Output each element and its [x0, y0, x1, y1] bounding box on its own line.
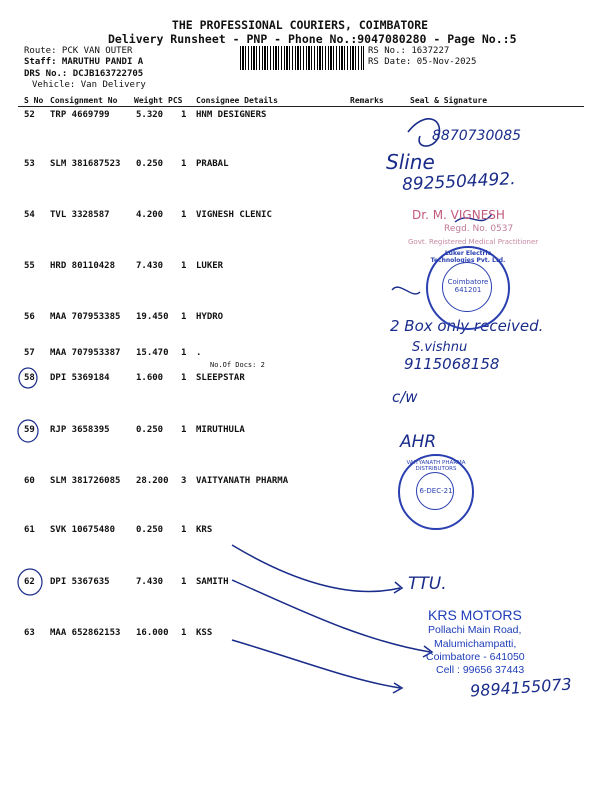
row-pcs: 1: [181, 425, 187, 435]
vehicle-label: Vehicle: Van Delivery: [32, 80, 146, 90]
col-consignee: Consignee Details: [196, 96, 278, 105]
circle-58: [19, 368, 37, 388]
row-weight: 16.000: [136, 628, 169, 638]
row-consignee: HYDRO: [196, 312, 224, 322]
row-sno: 53: [24, 159, 35, 169]
handwriting-sign-2: Sline: [386, 150, 435, 174]
row-pcs: 1: [181, 312, 187, 322]
handwriting-phone-1: 8870730085: [432, 128, 522, 144]
row-weight: 7.430: [136, 261, 164, 271]
docs-note: No.Of Docs: 2: [210, 361, 265, 369]
krs-stamp-addr2: Malumichampatti,: [434, 638, 517, 650]
row-consignment: DPI 5369184: [50, 373, 110, 383]
row-sno: 56: [24, 312, 35, 322]
row-pcs: 3: [181, 476, 187, 486]
row-consignment: MAA 652862153: [50, 628, 121, 638]
row-consignee: KSS: [196, 628, 213, 638]
doctor-stamp-line: Govt. Registered Medical Practitioner: [408, 238, 539, 246]
col-seal: Seal & Signature: [410, 96, 488, 105]
pharma-seal-ring-text: VAITYANATH PHARMA DISTRIBUTORS: [406, 460, 466, 472]
row-consignment: SVK 10675480: [50, 525, 116, 535]
handwriting-note: 2 Box only received.: [390, 317, 544, 335]
staff-label: Staff: MARUTHU PANDI A: [24, 57, 144, 67]
row-weight: 0.250: [136, 525, 164, 535]
row-pcs: 1: [181, 210, 187, 220]
row-consignee: MIRUTHULA: [196, 425, 245, 435]
col-pcs: PCS: [168, 96, 183, 105]
krs-stamp-addr1: Pollachi Main Road,: [428, 624, 522, 636]
row-consignee: VAITYANATH PHARMA: [196, 476, 289, 486]
row-consignee: HNM DESIGNERS: [196, 110, 267, 120]
row-weight: 28.200: [136, 476, 169, 486]
row-pcs: 1: [181, 577, 187, 587]
document-title: THE PROFESSIONAL COURIERS, COIMBATORE: [171, 18, 429, 32]
row-pcs: 1: [181, 348, 187, 358]
row-sno: 52: [24, 110, 35, 120]
row-consignment: RJP 3658395: [50, 425, 110, 435]
row-sno: 60: [24, 476, 35, 486]
arrow-kss: [232, 640, 400, 688]
row-sno: 62: [24, 577, 35, 587]
rs-date: RS Date: 05-Nov-2025: [368, 57, 477, 67]
row-sno: 61: [24, 525, 35, 535]
arrow-samith: [232, 580, 430, 652]
route-label: Route: PCK VAN OUTER: [24, 46, 133, 56]
row-consignee: KRS: [196, 525, 213, 535]
row-weight: 19.450: [136, 312, 169, 322]
luker-seal-center: Coimbatore 641201: [447, 278, 489, 294]
row-consignment: HRD 80110428: [50, 261, 116, 271]
handwriting-phone-3: 9115068158: [404, 355, 500, 373]
row-sno: 54: [24, 210, 35, 220]
row-consignment: DPI 5367635: [50, 577, 110, 587]
arrow-krs: [232, 545, 400, 591]
row-pcs: 1: [181, 628, 187, 638]
handwriting-name: S.vishnu: [412, 340, 468, 355]
doctor-stamp-name: Dr. M. VIGNESH: [412, 208, 505, 222]
row-weight: 0.250: [136, 425, 164, 435]
row-consignment: SLM 381687523: [50, 159, 121, 169]
row-sno: 58: [24, 373, 35, 383]
handwriting-ahr: AHR: [400, 432, 437, 452]
row-pcs: 1: [181, 110, 187, 120]
col-sno: S No: [24, 96, 44, 105]
row-weight: 4.200: [136, 210, 164, 220]
col-weight: Weight: [134, 96, 163, 105]
circle-62: [18, 569, 42, 595]
row-sno: 55: [24, 261, 35, 271]
col-consignment: Consignment No: [50, 96, 118, 105]
pharma-seal: [398, 454, 474, 530]
row-consignment: TRP 4669799: [50, 110, 110, 120]
handwriting-ttu: TTU.: [408, 574, 447, 594]
arrowhead-krs: [394, 582, 402, 593]
handwriting-phone-2: 8925504492.: [401, 169, 517, 195]
row-consignment: TVL 3328587: [50, 210, 110, 220]
row-consignee: VIGNESH CLENIC: [196, 210, 272, 220]
luker-seal-ring-text: Luker Electric Technologies Pvt. Ltd.: [430, 250, 506, 264]
row-consignment: SLM 381726085: [50, 476, 121, 486]
row-pcs: 1: [181, 373, 187, 383]
signature-luker: [392, 287, 420, 294]
row-weight: 15.470: [136, 348, 169, 358]
krs-stamp-cell: Cell : 99656 37443: [436, 664, 525, 676]
row-weight: 1.600: [136, 373, 164, 383]
circle-59: [18, 420, 38, 442]
row-consignee: .: [196, 348, 202, 358]
handwriting-phone-4: 9894155073: [469, 674, 573, 701]
row-pcs: 1: [181, 525, 187, 535]
luker-seal: [426, 246, 510, 330]
row-sno: 63: [24, 628, 35, 638]
row-weight: 5.320: [136, 110, 164, 120]
doctor-stamp-reg: Regd. No. 0537: [444, 224, 514, 234]
row-consignment: MAA 707953387: [50, 348, 121, 358]
krs-stamp-name: KRS MOTORS: [428, 607, 522, 623]
row-weight: 0.250: [136, 159, 164, 169]
pharma-seal-center: 6-DEC-21: [419, 487, 453, 495]
row-pcs: 1: [181, 261, 187, 271]
drs-label: DRS No.: DCJB163722705: [24, 69, 144, 79]
row-sno: 59: [24, 425, 35, 435]
row-sno: 57: [24, 348, 35, 358]
row-consignee: SAMITH: [196, 577, 229, 587]
row-consignee: LUKER: [196, 261, 224, 271]
row-consignment: MAA 707953385: [50, 312, 121, 322]
row-consignee: SLEEPSTAR: [196, 373, 245, 383]
row-consignee: PRABAL: [196, 159, 229, 169]
document-subtitle: Delivery Runsheet - PNP - Phone No.:9047080280 - Page No.:5: [108, 32, 517, 46]
col-remarks: Remarks: [350, 96, 384, 105]
krs-stamp-addr3: Coimbatore - 641050: [426, 651, 525, 663]
row-pcs: 1: [181, 159, 187, 169]
rs-number: RS No.: 1637227: [368, 46, 450, 56]
row-weight: 7.430: [136, 577, 164, 587]
handwriting-cw: c/w: [392, 388, 418, 406]
